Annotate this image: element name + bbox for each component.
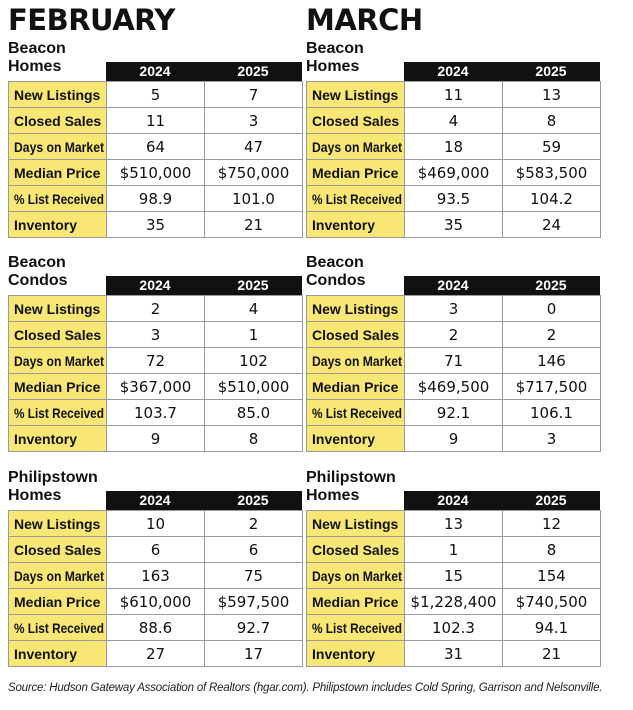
value-2024: 18 (405, 134, 503, 160)
row-label: % List Received (9, 615, 107, 641)
stats-table (8, 295, 303, 452)
year-label: 2025 (237, 63, 269, 79)
row-label: Days on Market (9, 134, 107, 160)
year-label: 2025 (535, 63, 567, 79)
row-label: Inventory (9, 426, 107, 452)
table-row (307, 212, 601, 238)
table-row (9, 615, 303, 641)
row-label: % List Received (307, 615, 405, 641)
block-label: Philipstown Homes (306, 469, 396, 504)
value-2025: $717,500 (503, 374, 601, 400)
block-label: Philipstown Homes (8, 469, 98, 504)
month-title: FEBRUARY (8, 3, 175, 37)
table-row (307, 108, 601, 134)
table-row (9, 82, 303, 108)
table-row (9, 296, 303, 322)
stats-table (306, 295, 601, 452)
row-label: Inventory (9, 212, 107, 238)
value-2025: 0 (503, 296, 601, 322)
row-label: Days on Market (307, 348, 405, 374)
table-row (9, 400, 303, 426)
value-2024: 64 (107, 134, 205, 160)
table-row (307, 563, 601, 589)
stats-block (8, 254, 302, 466)
row-label: Days on Market (307, 134, 405, 160)
value-2024: 15 (405, 563, 503, 589)
value-2024: 9 (405, 426, 503, 452)
row-label: Median Price (9, 589, 107, 615)
table-row (9, 426, 303, 452)
value-2024: $610,000 (107, 589, 205, 615)
stats-table (8, 510, 303, 667)
table-row (9, 108, 303, 134)
table-row (9, 511, 303, 537)
year-label: 2025 (535, 492, 567, 508)
block-label: Beacon Homes (8, 40, 66, 75)
value-2025: $597,500 (205, 589, 303, 615)
value-2025: 106.1 (503, 400, 601, 426)
row-label: Days on Market (9, 563, 107, 589)
year-header (404, 62, 600, 81)
value-2024: 11 (107, 108, 205, 134)
table-row (9, 374, 303, 400)
block-label: Beacon Homes (306, 40, 364, 75)
value-2024: $469,500 (405, 374, 503, 400)
row-label: Inventory (307, 641, 405, 667)
value-2025: $740,500 (503, 589, 601, 615)
value-2024: 11 (405, 82, 503, 108)
value-2024: 93.5 (405, 186, 503, 212)
row-label: % List Received (307, 186, 405, 212)
value-2024: 9 (107, 426, 205, 452)
stats-table (306, 81, 601, 238)
stats-table (8, 81, 303, 238)
value-2024: 35 (405, 212, 503, 238)
table-row (307, 186, 601, 212)
row-label: Closed Sales (9, 537, 107, 563)
table-row (9, 563, 303, 589)
year-label: 2025 (535, 277, 567, 293)
source-note: Source: Hudson Gateway Association of Realtors (hgar.com). Philipstown includes Cold Spring, Garrison and Nelsonville. (8, 682, 603, 694)
row-label: New Listings (307, 296, 405, 322)
value-2024: 102.3 (405, 615, 503, 641)
table-row (307, 511, 601, 537)
value-2024: $469,000 (405, 160, 503, 186)
value-2024: 2 (405, 322, 503, 348)
year-header (106, 62, 302, 81)
row-label: New Listings (307, 82, 405, 108)
stats-block (8, 469, 302, 681)
value-2025: $583,500 (503, 160, 601, 186)
value-2025: 7 (205, 82, 303, 108)
value-2024: 103.7 (107, 400, 205, 426)
row-label: Closed Sales (9, 322, 107, 348)
row-label: % List Received (307, 400, 405, 426)
year-header (106, 491, 302, 510)
value-2024: 2 (107, 296, 205, 322)
year-label: 2024 (437, 492, 469, 508)
value-2024: 3 (107, 322, 205, 348)
value-2025: 2 (205, 511, 303, 537)
table-row (307, 426, 601, 452)
value-2025: 47 (205, 134, 303, 160)
value-2025: 8 (503, 537, 601, 563)
table-row (307, 641, 601, 667)
value-2025: 21 (503, 641, 601, 667)
row-label: Closed Sales (9, 108, 107, 134)
value-2025: 8 (503, 108, 601, 134)
value-2025: 2 (503, 322, 601, 348)
table-row (307, 134, 601, 160)
table-row (307, 82, 601, 108)
value-2025: 3 (205, 108, 303, 134)
value-2025: 6 (205, 537, 303, 563)
year-label: 2024 (437, 63, 469, 79)
value-2025: 21 (205, 212, 303, 238)
value-2025: 1 (205, 322, 303, 348)
stats-block (306, 469, 600, 681)
table-row (307, 296, 601, 322)
value-2024: 163 (107, 563, 205, 589)
value-2025: 92.7 (205, 615, 303, 641)
value-2024: $367,000 (107, 374, 205, 400)
row-label: New Listings (307, 511, 405, 537)
value-2024: 1 (405, 537, 503, 563)
value-2024: 98.9 (107, 186, 205, 212)
year-label: 2024 (139, 63, 171, 79)
row-label: Median Price (307, 589, 405, 615)
stats-block (306, 254, 600, 466)
table-row (307, 400, 601, 426)
year-label: 2025 (237, 277, 269, 293)
block-label: Beacon Condos (8, 254, 68, 289)
value-2025: 101.0 (205, 186, 303, 212)
value-2024: $510,000 (107, 160, 205, 186)
month-title: MARCH (306, 3, 423, 37)
row-label: New Listings (9, 296, 107, 322)
value-2024: 5 (107, 82, 205, 108)
row-label: Median Price (9, 160, 107, 186)
table-row (307, 348, 601, 374)
row-label: Days on Market (9, 348, 107, 374)
value-2025: 13 (503, 82, 601, 108)
row-label: Inventory (307, 212, 405, 238)
table-row (307, 160, 601, 186)
table-row (307, 589, 601, 615)
year-header (404, 491, 600, 510)
value-2024: 3 (405, 296, 503, 322)
year-header (404, 276, 600, 295)
table-row (307, 615, 601, 641)
value-2025: 4 (205, 296, 303, 322)
stats-block (306, 40, 600, 252)
value-2025: 85.0 (205, 400, 303, 426)
value-2024: 92.1 (405, 400, 503, 426)
table-row (9, 348, 303, 374)
table-row (307, 374, 601, 400)
value-2025: 102 (205, 348, 303, 374)
value-2025: 17 (205, 641, 303, 667)
value-2025: $510,000 (205, 374, 303, 400)
row-label: Median Price (307, 374, 405, 400)
row-label: Closed Sales (307, 322, 405, 348)
value-2024: 35 (107, 212, 205, 238)
table-row (307, 537, 601, 563)
table-row (9, 212, 303, 238)
row-label: Closed Sales (307, 537, 405, 563)
row-label: Median Price (9, 374, 107, 400)
table-row (9, 589, 303, 615)
row-label: % List Received (9, 186, 107, 212)
stats-table (306, 510, 601, 667)
value-2024: $1,228,400 (405, 589, 503, 615)
value-2025: 75 (205, 563, 303, 589)
table-row (9, 160, 303, 186)
row-label: Inventory (307, 426, 405, 452)
table-row (307, 322, 601, 348)
value-2024: 71 (405, 348, 503, 374)
value-2024: 4 (405, 108, 503, 134)
value-2024: 27 (107, 641, 205, 667)
block-label: Beacon Condos (306, 254, 366, 289)
value-2024: 13 (405, 511, 503, 537)
table-row (9, 322, 303, 348)
year-label: 2024 (139, 277, 171, 293)
row-label: Closed Sales (307, 108, 405, 134)
year-label: 2025 (237, 492, 269, 508)
value-2024: 6 (107, 537, 205, 563)
row-label: Days on Market (307, 563, 405, 589)
value-2025: 154 (503, 563, 601, 589)
table-row (9, 186, 303, 212)
table-row (9, 537, 303, 563)
value-2024: 10 (107, 511, 205, 537)
value-2025: 12 (503, 511, 601, 537)
value-2024: 88.6 (107, 615, 205, 641)
value-2024: 72 (107, 348, 205, 374)
row-label: New Listings (9, 82, 107, 108)
value-2025: $750,000 (205, 160, 303, 186)
stats-block (8, 40, 302, 252)
table-row (9, 641, 303, 667)
value-2025: 104.2 (503, 186, 601, 212)
value-2025: 24 (503, 212, 601, 238)
value-2025: 146 (503, 348, 601, 374)
value-2025: 59 (503, 134, 601, 160)
value-2025: 3 (503, 426, 601, 452)
value-2025: 94.1 (503, 615, 601, 641)
row-label: New Listings (9, 511, 107, 537)
row-label: Median Price (307, 160, 405, 186)
year-label: 2024 (437, 277, 469, 293)
year-label: 2024 (139, 492, 171, 508)
table-row (9, 134, 303, 160)
year-header (106, 276, 302, 295)
row-label: Inventory (9, 641, 107, 667)
value-2024: 31 (405, 641, 503, 667)
value-2025: 8 (205, 426, 303, 452)
row-label: % List Received (9, 400, 107, 426)
